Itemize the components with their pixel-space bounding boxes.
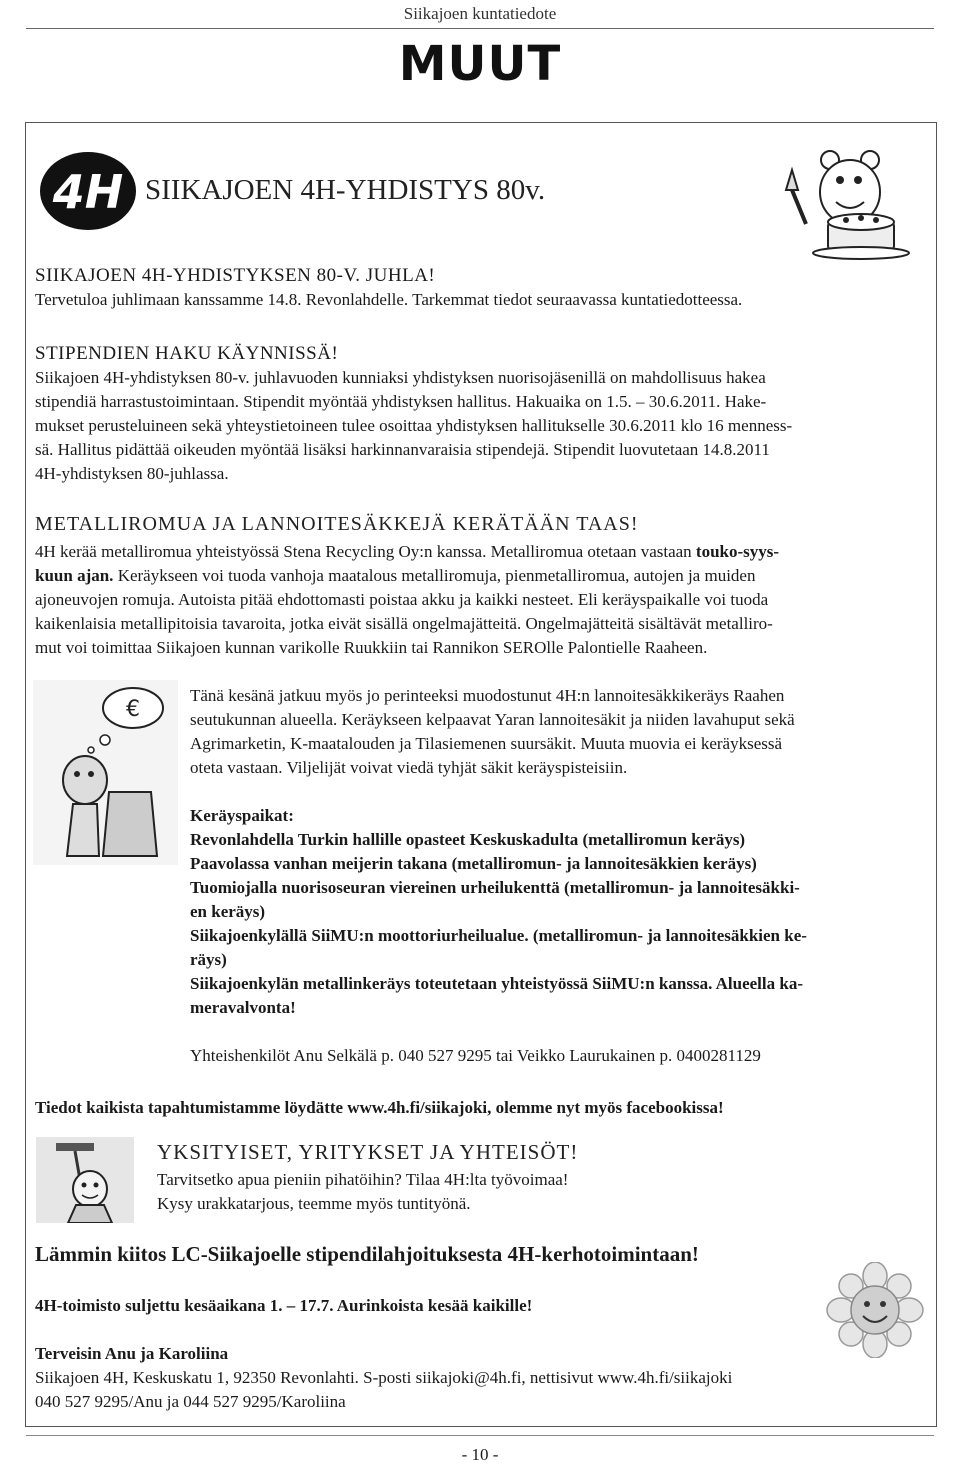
events-website-line: Tiedot kaikista tapahtumistamme löydätte www.4h.fi/siikajoki, olemme nyt myös facebookissa! bbox=[35, 1098, 724, 1117]
contact-persons: Yhteishenkilöt Anu Selkälä p. 040 527 9295 tai Veikko Laurukainen p. 0400281129 bbox=[190, 1046, 761, 1065]
metal-heading: METALLIROMUA JA LANNOITESÄKKEJÄ KERÄTÄÄN TAAS! bbox=[35, 513, 639, 535]
cartoon-mouse-with-squeegee-icon bbox=[36, 1137, 134, 1228]
collection-place: Revonlahdella Turkin hallille opasteet Keskuskadulta (metalliromun keräys) bbox=[190, 830, 746, 849]
signature-phones: 040 527 9295/Anu ja 044 527 9295/Karoliina bbox=[35, 1392, 346, 1411]
fertilizer-line: oteta vastaan. Viljelijät voivat viedä tyhjät säkit keräyspisteisiin. bbox=[190, 758, 628, 777]
office-closed-line: 4H-toimisto suljettu kesäaikana 1. – 17.7. Aurinkoista kesää kaikille! bbox=[35, 1296, 533, 1315]
cartoon-mouse-with-cake-icon bbox=[772, 150, 922, 267]
logo-text: 4H bbox=[52, 165, 124, 219]
services-heading: YKSITYISET, YRITYKSET JA YHTEISÖT! bbox=[157, 1140, 579, 1164]
scholarship-line: Siikajoen 4H-yhdistyksen 80-v. juhlavuoden kunniaksi yhdistyksen nuorisojäsenillä on mahdollisuus hakea bbox=[35, 368, 766, 387]
scholarship-heading: STIPENDIEN HAKU KÄYNNISSÄ! bbox=[35, 343, 339, 364]
collection-place: Paavolassa vanhan meijerin takana (metalliromun- ja lannoitesäkkien keräys) bbox=[190, 854, 757, 873]
services-line: Tarvitsetko apua pieniin pihatöihin? Tilaa 4H:lta työvoimaa! bbox=[157, 1170, 569, 1189]
metal-line-text: Keräykseen voi tuoda vanhoja maatalous metalliromuja, pienmetalliromua, autojen ja muiden bbox=[113, 566, 756, 585]
cartoon-mouse-with-sack-icon bbox=[33, 680, 178, 870]
collection-place: meravalvonta! bbox=[190, 998, 296, 1017]
association-title: SIIKAJOEN 4H-YHDISTYS 80v. bbox=[145, 174, 546, 206]
svg-text:€: € bbox=[126, 697, 140, 722]
metal-season-bold: kuun ajan. bbox=[35, 566, 114, 585]
metal-line-text: 4H kerää metalliromua yhteistyössä Stena Recycling Oy:n kanssa. Metalliromua otetaan vastaan bbox=[35, 542, 696, 561]
collection-places-heading: Keräyspaikat: bbox=[190, 806, 294, 825]
fertilizer-line: seutukunnan alueella. Keräykseen kelpaavat Yaran lannoitesäkit ja niiden lavahuput sekä bbox=[190, 710, 795, 729]
footer-divider bbox=[26, 1435, 934, 1436]
scholarship-line: stipendiä harrastustoimintaan. Stipendit myöntää yhdistyksen hallitus. Hakuaika on 1.5. – 30.6.2011. Hake- bbox=[35, 392, 767, 411]
fertilizer-line: Tänä kesänä jatkuu myös jo perinteeksi muodostunut 4H:n lannoitesäkkikeräys Raahen bbox=[190, 686, 785, 705]
section-title: MUUT bbox=[398, 36, 562, 92]
running-header: Siikajoen kuntatiedote bbox=[403, 4, 557, 23]
scholarship-line: sä. Hallitus pidättää oikeuden myöntää lisäksi harkinnanvaraisia stipendejä. Stipendit luovutetaan 14.8.2011 bbox=[35, 440, 770, 459]
metal-line: kaikenlaisia metallipitoisia tavaroita, jotka eivät sisällä ongelmajätteitä. Ongelmajätteitä sisältävät metalliro- bbox=[35, 614, 773, 633]
jubilee-text: Tervetuloa juhlimaan kanssamme 14.8. Revonlahdelle. Tarkemmat tiedot seuraavassa kuntatiedotteessa. bbox=[35, 290, 743, 309]
collection-place: en keräys) bbox=[190, 902, 266, 921]
scholarship-line: 4H-yhdistyksen 80-juhlassa. bbox=[35, 464, 229, 483]
jubilee-heading: SIIKAJOEN 4H-YHDISTYKSEN 80-V. JUHLA! bbox=[35, 265, 436, 286]
signature-address: Siikajoen 4H, Keskuskatu 1, 92350 Revonlahti. S-posti siikajoki@4h.fi, nettisivut www.4h.fi/siikajoki bbox=[35, 1368, 733, 1387]
signature-greeting: Terveisin Anu ja Karoliina bbox=[35, 1344, 229, 1363]
collection-place: räys) bbox=[190, 950, 227, 969]
thanks-line: Lämmin kiitos LC-Siikajoelle stipendilahjoituksesta 4H-kerhotoimintaan! bbox=[35, 1242, 699, 1266]
scholarship-line: mukset perusteluineen sekä yhteystietoineen tulee osoittaa yhdistyksen hallitukselle 30.6.2011 klo 16 menness- bbox=[35, 416, 793, 435]
metal-line bbox=[35, 540, 927, 564]
collection-place: Siikajoenkylän metallinkeräys toteutetaan yhteistyössä SiiMU:n kanssa. Alueella ka- bbox=[190, 974, 803, 993]
fertilizer-line: Agrimarketin, K-maatalouden ja Tilasiemenen suursäkit. Muuta muovia ei keräyksessä bbox=[190, 734, 783, 753]
4h-clover-logo-icon bbox=[38, 150, 138, 237]
page-number: - 10 - bbox=[461, 1445, 499, 1464]
header-divider bbox=[26, 28, 934, 29]
services-line: Kysy urakkatarjous, teemme myös tuntityönä. bbox=[157, 1194, 471, 1213]
collection-place: Siikajoenkylällä SiiMU:n moottoriurheilualue. (metalliromun- ja lannoitesäkkien ke- bbox=[190, 926, 807, 945]
metal-line: mut voi toimittaa Siikajoen kunnan varikolle Ruukkiin tai Rannikon SEROlle Palontielle Raaheen. bbox=[35, 638, 708, 657]
metal-season-bold: touko-syys- bbox=[695, 542, 780, 561]
metal-line: ajoneuvojen romuja. Autoista pitää ehdottomasti poistaa akku ja kaikki nesteet. Eli keräyspaikalle voi tuoda bbox=[35, 590, 769, 609]
collection-place: Tuomiojalla nuorisoseuran viereinen urheilukenttä (metalliromun- ja lannoitesäkki- bbox=[190, 878, 800, 897]
metal-line bbox=[35, 564, 927, 588]
